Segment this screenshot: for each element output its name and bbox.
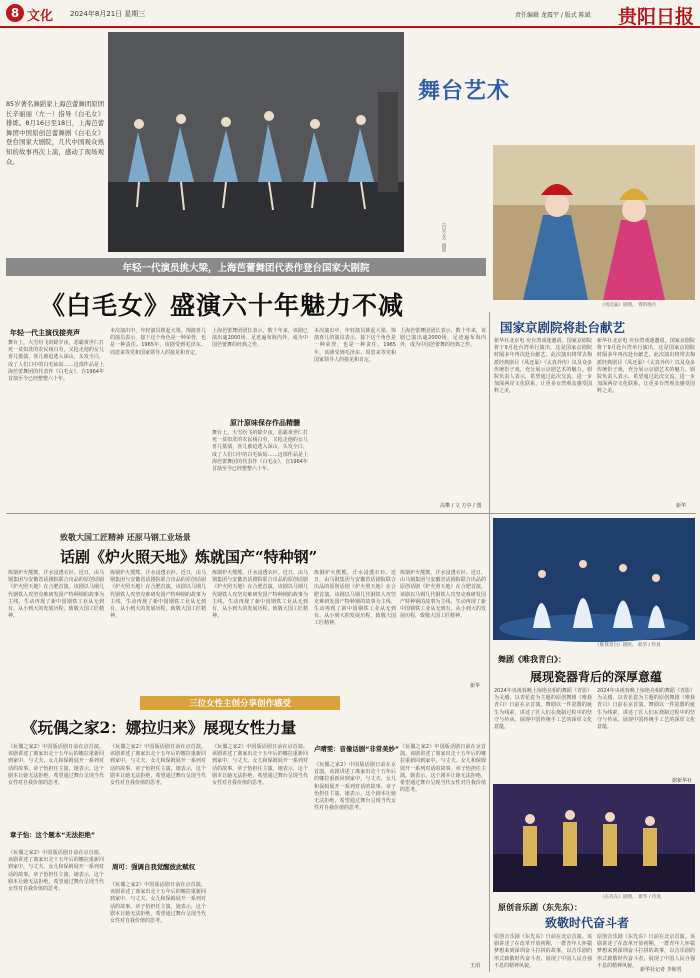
- story1-byline: 高攀 / 文 方亭 / 图: [440, 503, 482, 509]
- vertical-divider: [489, 312, 490, 972]
- issue-date: 2024年8月21日 星期三: [70, 10, 146, 18]
- story4-column-2: 炼钢炉火熊熊，汗水浸透衣衫。近日，由马钢集团与安徽省话剧院联合出品的原创话剧《炉火照天地》在合肥首演。该剧以马钢几代钢铁人攻坚克难研发国产特种钢的故事为主线，生动再现了新中国钢铁工业从无到有、从小到大的发展历程，致敬大国工匠精神。: [110, 570, 206, 620]
- story3-byline: 据新华社: [672, 778, 693, 784]
- story6-title: 致敬时代奋斗者: [545, 916, 630, 930]
- opera-photo: [493, 145, 695, 300]
- story2-byline: 新华: [676, 503, 687, 509]
- dance-photo-caption: 《唯我青白》剧照。 新华 / 传真: [595, 643, 661, 648]
- musical-photo: [493, 784, 695, 892]
- story5-subhead-3: 卢晴雯：音像话剧“非常美妙”: [314, 745, 400, 753]
- story5-column-2: 《玩偶之家2》中国版话剧日前在京首演。该剧讲述了离家出走十五年后的娜拉重新回到家中，与丈夫、女儿和保姆展开一系列对话的故事。章子怡担任主演，她表示，这个剧本让她无法拒绝，希望通过舞台呈现当代女性对自我价值的思考。: [110, 744, 206, 787]
- story2-column-2: 新华社北京电 应台湾戏迷邀请，国家京剧院将于9月赴台湾举行演出，这是国家京剧院时隔多年再次赴台献艺。此次演出将带去梅派经典剧目《凤还巢》《太真外传》以及众多传统折子戏，充分展示京剧艺术的魅力。剧院负责人表示，希望通过此次交流，进一步加深两岸文化联系，让更多台湾观众感受国粹之美。: [597, 338, 695, 395]
- story1-column-2: 本次演出中，年轻演员挑起大梁。饰演喜儿的演员表示，接下这个角色是一种荣誉，也是一种责任。1965年，该剧受到毛泽东、周恩来等党和国家领导人的接见和肯定。: [110, 328, 206, 356]
- opera-photo-caption: 《凤还巢》剧照。 资料图片: [600, 303, 657, 308]
- story5-byline: 王涓: [470, 963, 481, 969]
- story4-kicker: 致敬大国工匠精神 还原马钢工业场景: [60, 533, 191, 542]
- story4-byline: 新华: [470, 683, 481, 689]
- musical-photo-caption: 《东先东》剧照。 新华 / 传真: [600, 895, 662, 900]
- ballet-photo-caption: 《白毛女》剧照: [441, 220, 446, 253]
- story6-column-2: 原创音乐剧《东先东》日前在北京首演。该剧讲述了在改革开放初期，一群青年人怀揣梦想来到深圳奋斗打拼的故事，以音乐剧的形式致敬时代奋斗者，展现了中国人民自强不息的精神风貌。: [597, 934, 695, 969]
- story6-column-1: 原创音乐剧《东先东》日前在北京首演。该剧讲述了在改革开放初期，一群青年人怀揣梦想来到深圳奋斗打拼的故事，以音乐剧的形式致敬时代奋斗者，展现了中国人民自强不息的精神风貌。: [494, 934, 592, 969]
- masthead: [0, 0, 700, 28]
- story3-kicker: 舞剧《唯我青白》：: [498, 655, 566, 664]
- story1-column-6: 上海芭蕾舞团团长表示，数十年来，该剧已演出逾2000场，足迹遍布海内外，成为中国芭蕾舞的经典之作。: [400, 328, 486, 349]
- opera-performers-illustration: [493, 145, 695, 300]
- intro-caption: 85岁著名舞蹈家上海芭蕾舞团原团长辛丽丽（左一）指导《白毛女》排练。8月16日至18日，上海芭蕾舞团中国原创芭蕾舞剧《白毛女》登台国家大剧院，几代中国观众熟知的故事再次上演，感动了现场观众。: [6, 101, 104, 166]
- divider-1: [6, 513, 696, 514]
- section-name: 文化: [27, 9, 54, 24]
- story6-byline: 新华社记者 李和男: [640, 967, 682, 973]
- story3-title: 展现瓷器背后的深厚意蕴: [530, 670, 663, 684]
- story6-kicker: 原创音乐剧（东先东）：: [498, 903, 582, 912]
- story5-kicker: 三位女性主创分享创作感受: [140, 696, 340, 710]
- newspaper-logo: 贵阳日报: [618, 6, 695, 28]
- story1-kicker: 年轻一代演员挑大梁，上海芭蕾舞团代表作登台国家大剧院: [6, 258, 486, 276]
- story5-subhead-1: 章子怡：这个题本“无法拒绝”: [10, 831, 96, 839]
- story5-title: 《玩偶之家2：娜拉归来》展现女性力量: [22, 718, 297, 737]
- column-logo: 舞台艺术: [418, 78, 511, 104]
- story1-column-3: 上海芭蕾舞团团长表示，数十年来，该剧已演出逾2000场，足迹遍布海内外，成为中国芭蕾舞的经典之作。: [212, 328, 308, 349]
- story2-column-1: 新华社北京电 应台湾戏迷邀请，国家京剧院将于9月赴台湾举行演出，这是国家京剧院时隔多年再次赴台献艺。此次演出将带去梅派经典剧目《凤还巢》《太真外传》以及众多传统折子戏，充分展示京剧艺术的魅力。剧院负责人表示，希望通过此次交流，进一步加深两岸文化联系，让更多台湾观众感受国粹之美。: [494, 338, 592, 395]
- story4-title: 话剧《炉火照天地》炼就国产“特种钢”: [60, 548, 318, 566]
- story4-column-3: 炼钢炉火熊熊，汗水浸透衣衫。近日，由马钢集团与安徽省话剧院联合出品的原创话剧《炉火照天地》在合肥首演。该剧以马钢几代钢铁人攻坚克难研发国产特种钢的故事为主线，生动再现了新中国钢铁工业从无到有、从小到大的发展历程，致敬大国工匠精神。: [212, 570, 308, 620]
- story2-title: 国家京剧院将赴台献艺: [500, 320, 626, 335]
- story1-subhead-1: 年轻一代主演伐接亮声: [10, 329, 80, 337]
- story5-column-1: 《玩偶之家2》中国版话剧日前在京首演。该剧讲述了离家出走十五年后的娜拉重新回到家中，与丈夫、女儿和保姆展开一系列对话的故事。章子怡担任主演，她表示，这个剧本让她无法拒绝，希望通过舞台呈现当代女性对自我价值的思考。: [8, 744, 104, 787]
- ballet-photo: [108, 32, 404, 252]
- story1-column-1: 舞台上，大雪纷飞的除夕夜，恶霸黄世仁打死一贫如洗的农民杨白劳，又抢走他的女儿喜儿抵债，喜儿被迫逃入深山，头发全白，成了人们口中的白毛仙姑……这部作品是上海芭蕾舞团的代表作《白毛女》，自1964年首演至今已经整整六十年。: [8, 340, 104, 383]
- story5-column-2b: 《玩偶之家2》中国版话剧日前在京首演。该剧讲述了离家出走十五年后的娜拉重新回到家中，与丈夫、女儿和保姆展开一系列对话的故事。章子怡担任主演，她表示，这个剧本让她无法拒绝，希望通过舞台呈现当代女性对自我价值的思考。: [110, 882, 206, 925]
- story1-column-4: 舞台上，大雪纷飞的除夕夜，恶霸黄世仁打死一贫如洗的农民杨白劳，又抢走他的女儿喜儿抵债，喜儿被迫逃入深山，头发全白，成了人们口中的白毛仙姑……这部作品是上海芭蕾舞团的代表作《白毛女》，自1964年首演至今已经整整六十年。: [212, 430, 308, 473]
- ballet-dancers-illustration: [108, 32, 404, 252]
- story4-column-4: 炼钢炉火熊熊，汗水浸透衣衫。近日，由马钢集团与安徽省话剧院联合出品的原创话剧《炉火照天地》在合肥首演。该剧以马钢几代钢铁人攻坚克难研发国产特种钢的故事为主线，生动再现了新中国钢铁工业从无到有、从小到大的发展历程，致敬大国工匠精神。: [314, 570, 396, 627]
- dance-illustration: [493, 518, 695, 640]
- story3-column-2: 2024年央视春晚上惊艳亮相的舞蹈《青影》为灵感，以青花瓷为主题的原创舞剧《唯我青白》日前在京首演。舞剧以一件瓷器的诞生为线索，讲述了匠人们在烧制过程中的坚守与传承，展现中国传统手工艺的深厚文化意蕴。: [597, 688, 695, 731]
- story5-column-3: 《玩偶之家2》中国版话剧日前在京首演。该剧讲述了离家出走十五年后的娜拉重新回到家中，与丈夫、女儿和保姆展开一系列对话的故事。章子怡担任主演，她表示，这个剧本让她无法拒绝，希望通过舞台呈现当代女性对自我价值的思考。: [212, 744, 308, 787]
- story4-column-5: 炼钢炉火熊熊，汗水浸透衣衫。近日，由马钢集团与安徽省话剧院联合出品的原创话剧《炉火照天地》在合肥首演。该剧以马钢几代钢铁人攻坚克难研发国产特种钢的故事为主线，生动再现了新中国钢铁工业从无到有、从小到大的发展历程，致敬大国工匠精神。: [400, 570, 486, 620]
- story5-column-4: 《玩偶之家2》中国版话剧日前在京首演。该剧讲述了离家出走十五年后的娜拉重新回到家中，与丈夫、女儿和保姆展开一系列对话的故事。章子怡担任主演，她表示，这个剧本让她无法拒绝，希望通过舞台呈现当代女性对自我价值的思考。: [314, 762, 396, 812]
- story5-subhead-2: 周可：强调自我觉醒彼此赋权: [112, 863, 196, 871]
- story3-column-1: 2024年央视春晚上惊艳亮相的舞蹈《青影》为灵感，以青花瓷为主题的原创舞剧《唯我青白》日前在京首演。舞剧以一件瓷器的诞生为线索，讲述了匠人们在烧制过程中的坚守与传承，展现中国传统手工艺的深厚文化意蕴。: [494, 688, 592, 731]
- musical-illustration: [493, 784, 695, 892]
- story5-column-1b: 《玩偶之家2》中国版话剧日前在京首演。该剧讲述了离家出走十五年后的娜拉重新回到家中，与丈夫、女儿和保姆展开一系列对话的故事。章子怡担任主演，她表示，这个剧本让她无法拒绝，希望通过舞台呈现当代女性对自我价值的思考。: [8, 850, 104, 893]
- page-number: 8: [6, 4, 24, 22]
- story1-column-5: 本次演出中，年轻演员挑起大梁。饰演喜儿的演员表示，接下这个角色是一种荣誉，也是一种责任。1965年，该剧受到毛泽东、周恩来等党和国家领导人的接见和肯定。: [314, 328, 396, 363]
- story1-subhead-2: 原汁原味保存作品精髓: [230, 419, 300, 427]
- story4-column-1: 炼钢炉火熊熊，汗水浸透衣衫。近日，由马钢集团与安徽省话剧院联合出品的原创话剧《炉火照天地》在合肥首演。该剧以马钢几代钢铁人攻坚克难研发国产特种钢的故事为主线，生动再现了新中国钢铁工业从无到有、从小到大的发展历程，致敬大国工匠精神。: [8, 570, 104, 620]
- editor-credits: 责任编辑 龙震宇 / 版式 陈斌: [515, 12, 591, 19]
- story1-title: 《白毛女》盛演六十年魅力不减: [40, 291, 405, 320]
- story5-column-5: 《玩偶之家2》中国版话剧日前在京首演。该剧讲述了离家出走十五年后的娜拉重新回到家中，与丈夫、女儿和保姆展开一系列对话的故事。章子怡担任主演，她表示，这个剧本让她无法拒绝，希望通过舞台呈现当代女性对自我价值的思考。: [400, 744, 486, 794]
- dance-photo: [493, 518, 695, 640]
